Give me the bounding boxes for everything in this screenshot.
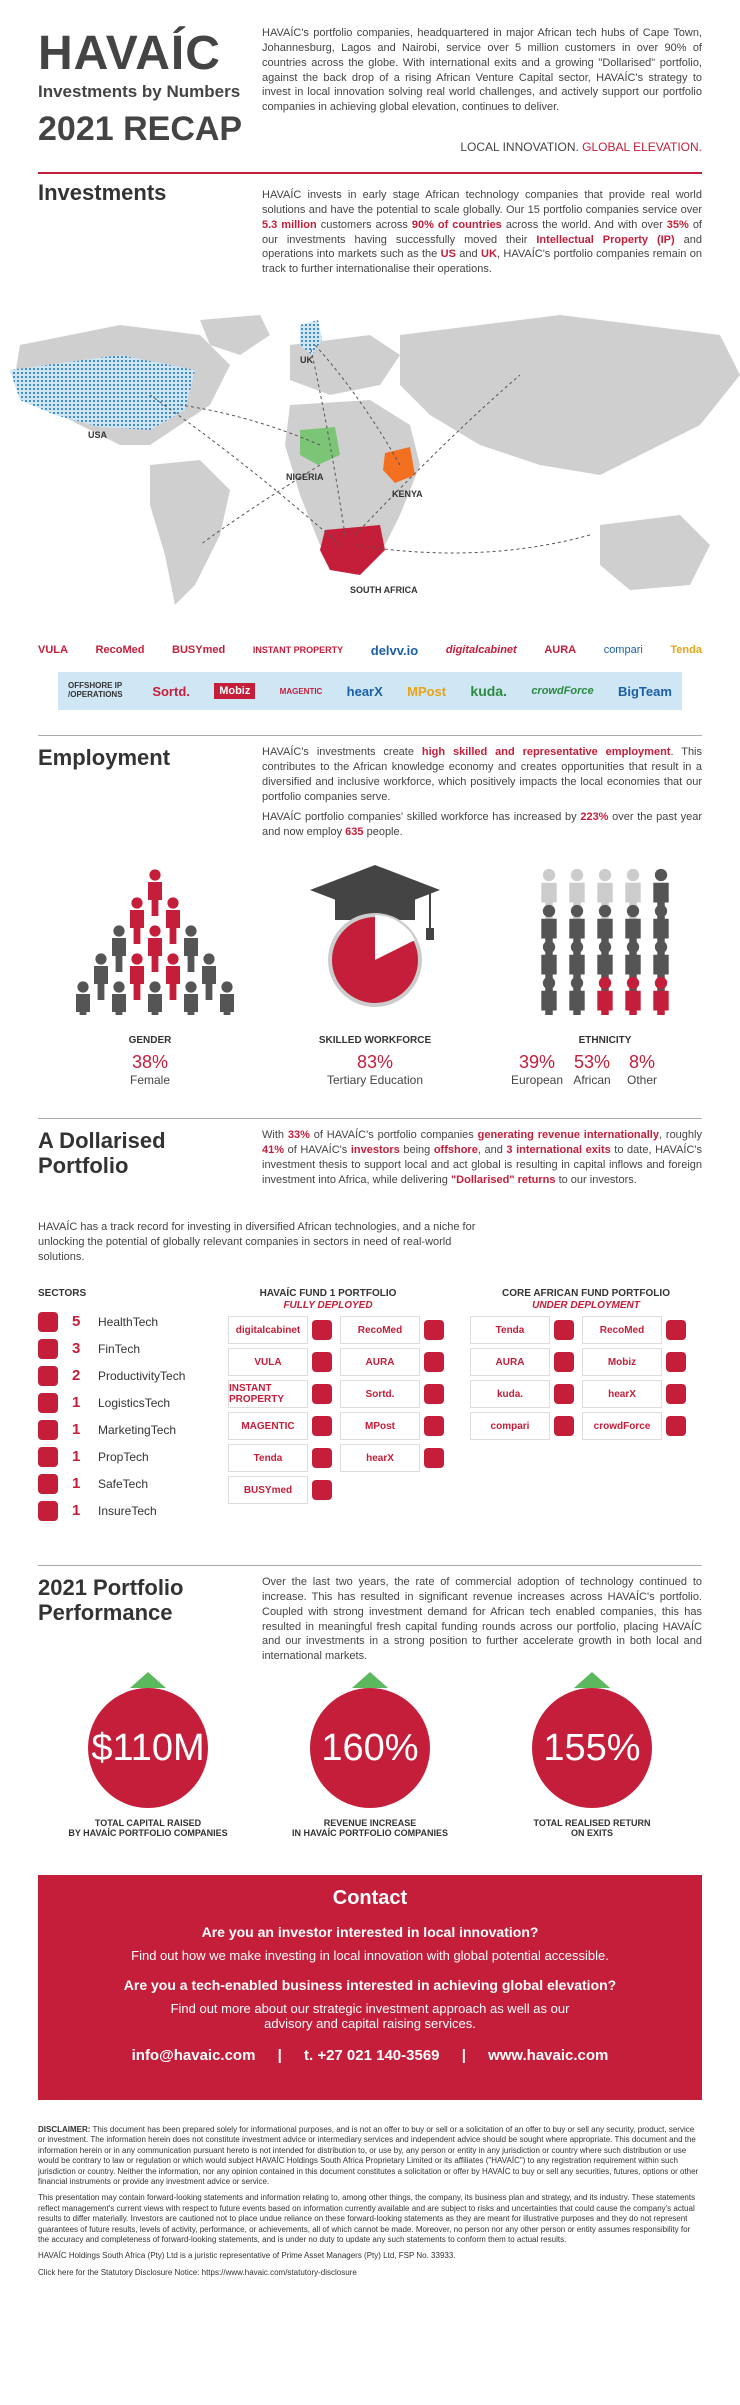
portfolio-logo: Tenda [470,1316,550,1344]
performance-title [38,1575,183,1626]
investments-text [262,188,702,277]
text-span: across the world. And with over [501,218,667,231]
sector-name: LogisticsTech [98,1395,171,1410]
label-nigeria: NIGERIA [286,472,324,482]
eth-other-value: 8% [628,1052,655,1072]
realised-return-label [492,1818,692,1838]
dollarised-text [262,1128,702,1187]
highlight: high skilled and representative employment [421,746,671,758]
person-icon [202,953,216,1000]
text-span: , roughly [658,1129,702,1141]
capital-raised-label [48,1818,248,1838]
sector-icon [312,1384,332,1404]
sector-icon [312,1416,332,1436]
person-icon [76,981,90,1015]
realised-return-circle: 155% [532,1688,652,1808]
portfolio-logo: AURA [340,1348,420,1376]
portfolio-logo: compari [470,1412,550,1440]
revenue-increase-circle: 160% [310,1688,430,1808]
portfolio-logo: hearX [582,1380,662,1408]
sector-row [38,1497,238,1524]
eth-european-value: 39% [518,1052,556,1072]
core-grid [470,1316,702,1461]
logo-mobiz: Mobiz [214,683,255,699]
contact-links [38,2047,702,2064]
person-icon [541,977,556,1015]
dollarised-title [38,1128,166,1179]
portfolio-logo: digitalcabinet [228,1316,308,1344]
tagline-local: LOCAL INNOVATION. [460,140,579,154]
title-line: Portfolio [38,1153,129,1179]
sector-icon [38,1420,58,1440]
sector-icon [666,1384,686,1404]
sector-icon [424,1448,444,1468]
text-span: being [399,1143,434,1156]
person-icon [166,897,180,944]
highlight: "Dollarised" returns [450,1173,556,1186]
performance-text: Over the last two years, the rate of commercial adoption of technology continued to increase. This has resulted in significant revenue increases across HAVAÍC's portfolio. Coupled with strong investment demand for African tech enabled companies, this has resulted in meaningful fresh capital funding rounds across our portfolio, placing HAVAÍC and our investments in a strong position to further accelerate growth in both local and international markets. [262,1576,702,1663]
contact-panel [38,1875,702,2100]
sector-icon [424,1352,444,1372]
text-span: over the past year and now employ [262,811,702,838]
skilled-label: SKILLED WORKFORCE [318,1035,432,1046]
brand-subtitle: Investments by Numbers [38,82,241,101]
text-span: , and [477,1143,507,1156]
tagline-global: GLOBAL ELEVATION. [582,140,702,154]
logo-sortd: Sortd. [152,683,190,699]
sector-name: MarketingTech [98,1422,177,1437]
logo-digitalcabinet: digitalcabinet [445,644,517,656]
sector-icon [424,1320,444,1340]
sector-icon [666,1320,686,1340]
skilled-value: 83% [356,1052,394,1072]
revenue-increase-label [270,1818,470,1838]
person-icon [112,925,126,972]
text-span: of HAVAÍC's [284,1143,351,1156]
title-line: Performance [38,1600,173,1626]
sector-name: SafeTech [98,1476,149,1491]
gender-sub: Female [129,1073,170,1087]
logo-hearx: hearX [346,683,383,699]
disclaimer-label: DISCLAIMER: [38,2125,91,2134]
email-link[interactable]: info@havaic.com [131,2047,256,2064]
sectors-list [38,1308,238,1524]
business-question: Are you a tech-enabled business interested in achieving global elevation? [123,1977,617,1993]
text-span: . This contributes to the African knowledge economy and creates opportunities that result in a diversified and inclusive workforce, which positively impacts the local economies that our portfolio companies serve. [262,746,703,803]
sector-icon [38,1501,58,1521]
sector-name: InsureTech [98,1503,157,1518]
ethnicity-people-icon [535,865,675,1015]
logo-mpost: MPost [407,683,447,699]
person-icon [148,869,162,916]
sector-name: ProductivityTech [98,1368,186,1383]
sector-icon [424,1384,444,1404]
sector-icon [554,1352,574,1372]
portfolio-logo: hearX [340,1444,420,1472]
disclaimer-para [38,2125,702,2187]
highlight: generating revenue internationally [477,1129,659,1141]
sector-icon [38,1447,58,1467]
sector-count: 5 [72,1313,81,1330]
graduation-cap-icon [305,860,445,1010]
separator: | [277,2047,282,2064]
label-kenya: KENYA [392,489,423,499]
phone-link[interactable]: t. +27 021 140-3569 [303,2047,440,2064]
portfolio-logo: RecoMed [582,1316,662,1344]
fund1-sub: FULLY DEPLOYED [283,1300,373,1311]
core-sub: UNDER DEPLOYMENT [532,1300,640,1311]
portfolio-logo: BUSYmed [228,1476,308,1504]
highlight: UK [481,248,497,261]
logo-magentic: MAGENTIC [279,686,323,696]
text-span: to date, HAVAÍC's investment thesis to support local and act global is resulting in capital inflows and foreign investment into Africa, while delivering [262,1143,703,1186]
sector-row [38,1308,238,1335]
sector-icon [312,1320,332,1340]
title-line: 2021 Portfolio [38,1575,184,1600]
person-icon [130,953,144,1000]
sector-row [38,1470,238,1497]
recap-title: 2021 RECAP [38,110,243,148]
eth-other-sub: Other [626,1073,657,1087]
sector-icon [38,1393,58,1413]
logo-delvv: delvv.io [370,642,419,658]
up-arrow-icon [574,1672,610,1688]
sector-icon [554,1416,574,1436]
fund1-title: HAVAÍC FUND 1 PORTFOLIO [259,1288,397,1299]
person-icon [94,953,108,1000]
text-span: This document has been prepared solely for informational purposes, and is not an offer to buy or sell or a solicitation of an offer to buy or sell any security, product, service or investment. The information herein does not constitute investment advice or intermediary services and independent advice should be sought where appropriate. This document and the information herein or in any communication pursuant hereto is not intended for distribution to, or use by, any person or entity in any jurisdiction or country where such distribution or use would be contrary to law or regulation or which would subject HAVAÍC Holdings South Africa Proprietary Limited or its affiliates ("HAVAÍC") to any registration requirement within such jurisdiction or country. Neither the information, nor any opinion contained in this document constitutes a solicitation or offer by HAVAÍC to buy or sell any securities, futures, options or other financial instruments or provide any investment advice or service. [38,2125,699,2186]
person-icon [625,977,640,1015]
label-line: TOTAL CAPITAL RAISED [94,1818,202,1828]
label-line: BY HAVAÍC PORTFOLIO COMPANIES [68,1828,228,1838]
logo-compari: compari [603,644,643,656]
label-uk: UK [300,355,313,365]
portfolio-logo: Sortd. [340,1380,420,1408]
highlight: 33% [287,1129,310,1141]
portfolio-logo: kuda. [470,1380,550,1408]
portfolio-logo: Tenda [228,1444,308,1472]
sector-icon [38,1474,58,1494]
highlight: 90% of countries [411,218,502,231]
divider [38,1118,702,1119]
asia-shape [400,315,740,475]
person-icon [130,897,144,944]
sector-icon [38,1312,58,1332]
disclosure-link[interactable]: Click here for the Statutory Disclosure Notice: https://www.havaic.com/statutory-disclosure [38,2267,357,2277]
australia-shape [600,515,710,590]
person-icon [184,981,198,1015]
offshore-label: OFFSHORE IP /OPERATIONS [68,681,123,699]
web-link[interactable]: www.havaic.com [488,2047,609,2064]
title-line: A Dollarised [38,1128,166,1153]
sector-count: 1 [72,1448,81,1465]
track-record-text: HAVAÍC has a track record for investing in diversified African technologies, and a niche for unlocking the potential of globally relevant companies in sectors in need of real-world solutions. [38,1221,476,1263]
sector-count: 1 [72,1502,81,1519]
person-icon [569,977,584,1015]
sector-count: 2 [72,1367,81,1384]
sector-icon [554,1384,574,1404]
person-icon [148,981,162,1015]
label-line: IN HAVAÍC PORTFOLIO COMPANIES [291,1828,448,1838]
brand-name: HAVAÍC [38,27,221,80]
gender-value: 38% [131,1052,169,1072]
logo-instant-property: INSTANT PROPERTY [252,645,344,655]
sector-count: 1 [72,1475,81,1492]
highlight: 35% [666,218,689,231]
highlight: offshore [433,1143,478,1156]
logo-crowdforce: crowdForce [531,685,594,697]
person-icon [112,981,126,1015]
label-usa: USA [88,430,108,440]
portfolio-logo: Mobiz [582,1348,662,1376]
logo-recomed: RecoMed [95,644,145,656]
highlight: 3 international exits [506,1143,611,1156]
employment-title: Employment [38,745,171,770]
text-span: With [262,1129,288,1141]
portfolio-logo: VULA [228,1348,308,1376]
eth-african-sub: African [573,1073,611,1087]
highlight: 635 [345,825,364,838]
portfolio-logo: RecoMed [340,1316,420,1344]
logo-aura: AURA [544,644,577,656]
capital-raised-circle: $110M [88,1688,208,1808]
investor-answer: Find out how we make investing in local innovation with global potential accessible. [131,1948,609,1963]
sector-icon [312,1448,332,1468]
sector-icon [38,1339,58,1359]
logo-busymed: BUSYmed [172,644,226,656]
person-icon [597,977,612,1015]
sector-count: 1 [72,1394,81,1411]
text-span: HAVAÍC invests in early stage African technology companies that provide real world solutions and have the potential to scale globally. Our 15 portfolio companies service over [262,189,702,216]
highlight: investors [350,1143,400,1156]
sector-icon [554,1320,574,1340]
sector-row [38,1335,238,1362]
text-span: and operations into markets such as the [262,233,702,261]
person-icon [220,981,234,1015]
person-icon [166,953,180,1000]
fund1-grid [228,1316,448,1511]
tagline [420,140,702,154]
core-title: CORE AFRICAN FUND PORTFOLIO [502,1288,670,1299]
sector-name: PropTech [98,1449,149,1464]
investments-title: Investments [38,180,167,205]
world-map [0,315,740,615]
intro-text: HAVAÍC's portfolio companies, headquartered in major African tech hubs of Cape Town, Johannesburg, Lagos and Nairobi, service over 5 million customers in over 90% of countries across the globe. With international exits and a growing "Dollarised" portfolio, against the back drop of a rising African Venture Capital sector, HAVAÍC's strategy to invest in local innovation solving real world challenges, and actively support our portfolio companies in achieving global elevation, continues to deliver. [262,27,702,114]
disclaimer-para: This presentation may contain forward-looking statements and information relating to, among other things, the company, its business plan and strategy, and its industry. These statements reflect management's current views with respect to future events based on information currently available and are subject to risks and uncertainties that could cause the company's actual results to differ materially. Investors are cautioned not to place undue reliance on these forward-looking statements as they are meant for illustrative purposes and they do not represent guarantees of future results, levels of activity, performance, or achievements, all of which cannot be made. Moreover, no person nor any other person or entity assumes responsibility for the accuracy and completeness of forward-looking statements, and is under no duty to update any such statements to conform them to actual results. [38,2193,696,2244]
sector-name: HealthTech [98,1314,159,1329]
text-span: people. [363,825,403,838]
text-span: of our investments having successfully moved their [262,218,702,246]
sector-name: FinTech [98,1341,141,1356]
business-answer: Find out more about our strategic investment approach as well as our advisory and capital raising services. [170,2001,570,2031]
investor-question: Are you an investor interested in local innovation? [201,1924,539,1940]
sector-icon [666,1352,686,1372]
highlight: US [440,248,456,261]
offshore-strip [58,672,682,710]
highlight: Intellectual Property (IP) [536,233,675,246]
sector-icon [312,1352,332,1372]
ethnicity-label: ETHNICITY [578,1035,632,1046]
text-span: to our investors. [555,1173,637,1186]
fsp-note: HAVAÍC Holdings South Africa (Pty) Ltd is a juristic representative of Prime Asset Managers (Pty) Ltd, FSP No. 33933. [38,2251,456,2261]
sector-row [38,1443,238,1470]
divider [38,172,702,174]
sector-count: 1 [72,1421,81,1438]
logo-bigteam: BigTeam [617,683,672,699]
portfolio-logo: MPost [340,1412,420,1440]
divider [38,735,702,736]
sector-row [38,1362,238,1389]
text-span: HAVAÍC portfolio companies' skilled workforce has increased by [262,811,581,823]
portfolio-logo: INSTANT PROPERTY [228,1380,308,1408]
person-icon [148,925,162,972]
disclaimer [38,2125,702,2278]
logo-tenda: Tenda [670,644,702,656]
label-line: TOTAL REALISED RETURN [533,1818,651,1828]
text-span: , HAVAÍC's portfolio companies remain on track to further internationalise their operations. [262,248,702,276]
highlight: 223% [580,811,609,823]
eth-african-value: 53% [573,1052,611,1072]
portfolio-logos [38,635,702,665]
employment-growth-text [262,810,702,840]
sector-icon [38,1366,58,1386]
separator: | [461,2047,466,2064]
gender-people-icon [60,865,250,1015]
sector-icon [312,1480,332,1500]
eth-european-sub: European [510,1073,564,1087]
sector-icon [424,1416,444,1436]
portfolio-logo: crowdForce [582,1412,662,1440]
sector-icon [666,1416,686,1436]
sectors-title: SECTORS [38,1288,87,1299]
sector-row [38,1389,238,1416]
highlight: 5.3 million [262,218,317,231]
logo-vula: VULA [38,644,68,656]
skilled-sub: Tertiary Education [326,1073,424,1087]
text-span: HAVAÍC's investments create [262,746,422,758]
sector-row [38,1416,238,1443]
label-line: REVENUE INCREASE [323,1818,417,1828]
up-arrow-icon [352,1672,388,1688]
label-south-africa: SOUTH AFRICA [350,585,418,595]
label-line: ON EXITS [570,1828,613,1838]
south-africa-shape [320,525,385,575]
brand-logo [38,27,248,149]
person-icon [653,977,668,1015]
text-span: customers across [316,218,412,231]
portfolio-logo: MAGENTIC [228,1412,308,1440]
sector-count: 3 [72,1340,81,1357]
employment-text [262,745,702,804]
text-span: and [455,248,482,261]
highlight: 41% [262,1143,285,1156]
gender-label: GENDER [128,1035,172,1046]
text-span: of HAVAÍC's portfolio companies [309,1129,478,1141]
divider [38,1565,702,1566]
logo-kuda: kuda. [470,683,507,699]
portfolio-logo: AURA [470,1348,550,1376]
person-icon [184,925,198,972]
up-arrow-icon [130,1672,166,1688]
contact-title: Contact [332,1887,408,1909]
